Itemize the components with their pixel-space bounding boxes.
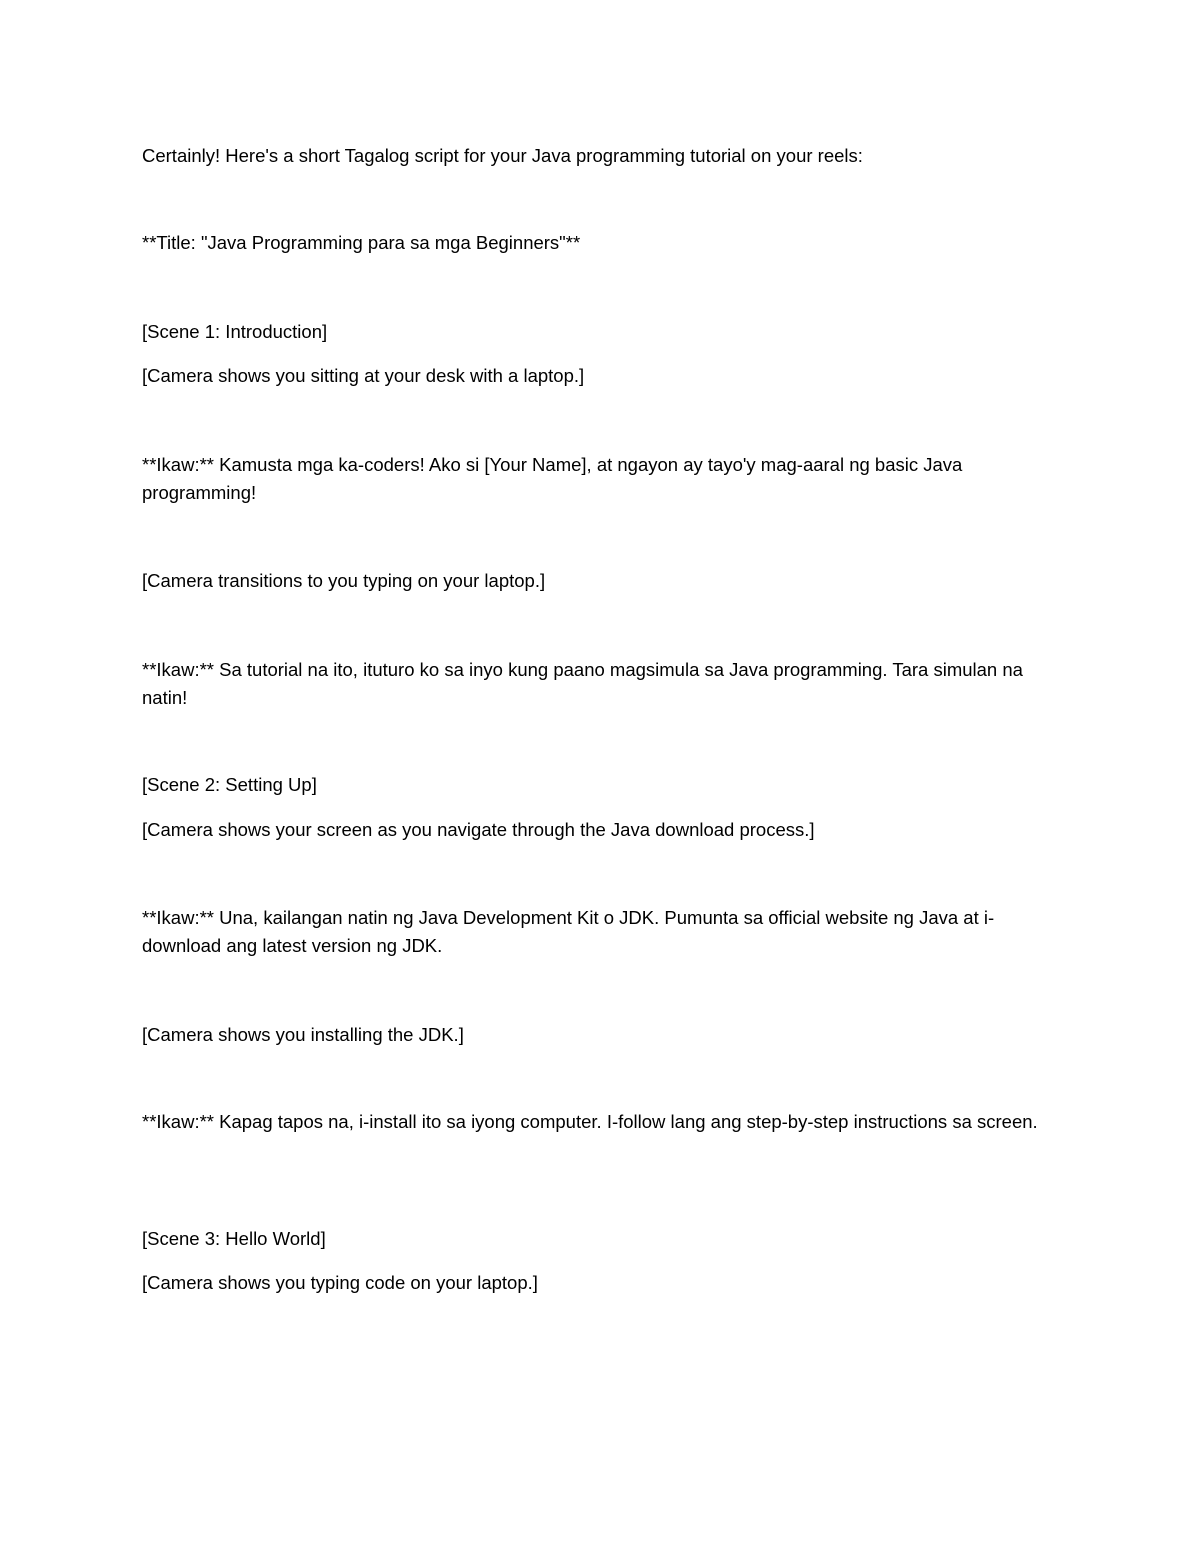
dialogue-paragraph: **Ikaw:** Kapag tapos na, i-install ito sa iyong computer. I-follow lang ang step-by-step instructions sa screen. [142,1111,1038,1132]
dialogue-paragraph: **Ikaw:** Una, kailangan natin ng Java Development Kit o JDK. Pumunta sa official website ng Java at i-download ang latest version ng JDK. [142,907,995,956]
dialogue-paragraph: **Ikaw:** Kamusta mga ka-coders! Ako si [Your Name], at ngayon ay tayo'y mag-aaral ng basic Java programming! [142,454,963,503]
scene-3-heading: [Scene 3: Hello World] [142,1228,326,1249]
script-title: **Title: "Java Programming para sa mga Beginners"** [142,232,581,253]
scene-1-heading: [Scene 1: Introduction] [142,321,328,342]
scene-2-heading: [Scene 2: Setting Up] [142,774,317,795]
dialogue-paragraph: **Ikaw:** Sa tutorial na ito, ituturo ko sa inyo kung paano magsimula sa Java programming. Tara simulan na natin! [142,659,1023,708]
intro-paragraph: Certainly! Here's a short Tagalog script for your Java programming tutorial on your reels: [142,145,863,166]
camera-direction: [Camera transitions to you typing on your laptop.] [142,570,546,591]
camera-direction: [Camera shows you typing code on your laptop.] [142,1272,538,1293]
camera-direction: [Camera shows your screen as you navigate through the Java download process.] [142,819,815,840]
camera-direction: [Camera shows you installing the JDK.] [142,1024,464,1045]
camera-direction: [Camera shows you sitting at your desk with a laptop.] [142,365,585,386]
